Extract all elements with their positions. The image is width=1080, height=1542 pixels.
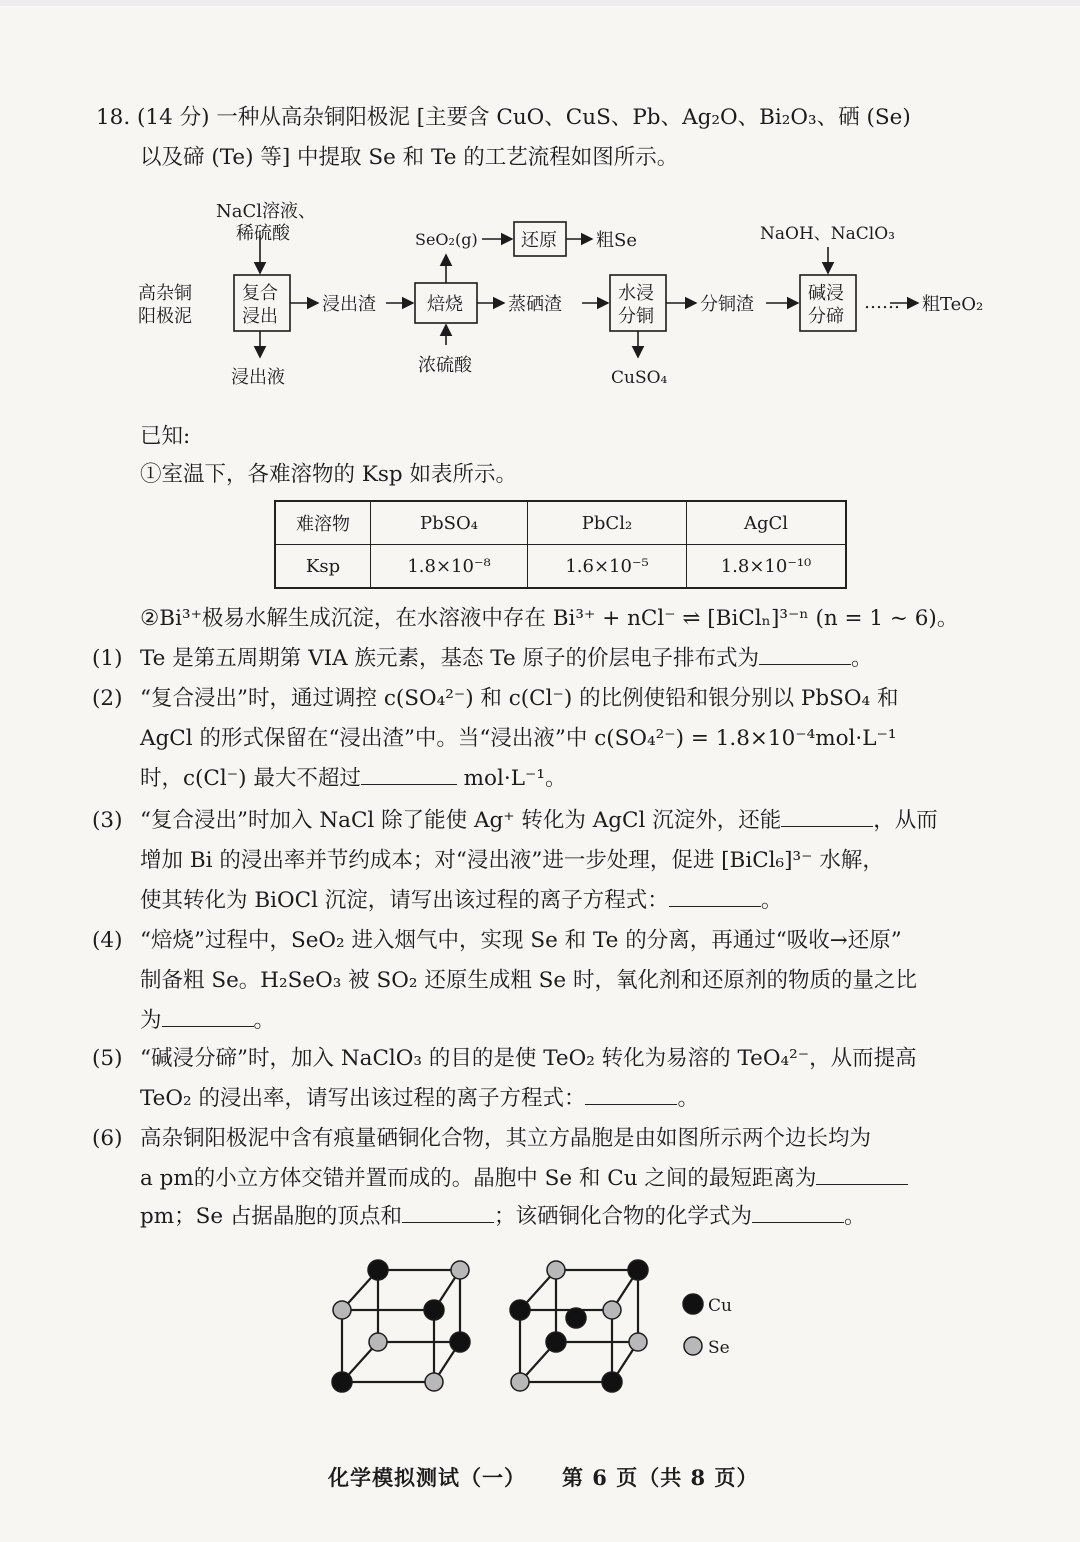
se-atom bbox=[603, 1301, 621, 1319]
ksp-table bbox=[274, 500, 847, 589]
part4-line2: 制备粗 Se。H₂SeO₃ 被 SO₂ 还原生成粗 Se 时，氧化剂和还原剂的物质的量之比 bbox=[140, 968, 917, 993]
known-item1: ①室温下，各难溶物的 Ksp 如表所示。 bbox=[140, 462, 518, 487]
part5-number: (5) bbox=[92, 1046, 123, 1071]
cuso4: CuSO₄ bbox=[611, 368, 668, 388]
residue1: 浸出渣 bbox=[322, 294, 376, 315]
part5-line2: TeO₂ 的浸出率，请写出该过程的离子方程式： 。 bbox=[140, 1086, 699, 1111]
process-flow-diagram bbox=[130, 195, 1000, 400]
table-header-cell: 难溶物 bbox=[275, 501, 371, 545]
table-row bbox=[275, 501, 846, 545]
part4-line3: 为 。 bbox=[140, 1008, 276, 1033]
answer-blank[interactable] bbox=[781, 806, 873, 827]
question-header-cont: 以及碲 (Te) 等] 中提取 Se 和 Te 的工艺流程如图所示。 bbox=[140, 145, 679, 170]
part2-line2: AgCl 的形式保留在“浸出渣”中。当“浸出液”中 c(SO₄²⁻) = 1.8×10⁻⁴mol·L⁻¹ bbox=[140, 726, 897, 751]
legend-cu: Cu bbox=[708, 1296, 732, 1316]
part3-line3: 使其转化为 BiOCl 沉淀，请写出该过程的离子方程式： 。 bbox=[140, 888, 783, 913]
part2-number: (2) bbox=[92, 686, 123, 711]
raw-material-l1: 高杂铜 bbox=[138, 283, 192, 304]
footer-title: 化学模拟测试（一） bbox=[328, 1465, 526, 1490]
part6-line2: a pm的小立方体交错并置而成的。晶胞中 Se 和 Cu 之间的最短距离为 bbox=[140, 1164, 908, 1194]
part5-line1: “碱浸分碲”时，加入 NaClO₃ 的目的是使 TeO₂ 转化为易溶的 TeO₄²⁻，从而提高 bbox=[140, 1046, 917, 1071]
box2-label: 焙烧 bbox=[427, 294, 463, 315]
known-item2: ②Bi³⁺极易水解生成沉淀，在水溶液中存在 Bi³⁺ + nCl⁻ ⇌ [BiClₙ]³⁻ⁿ (n = 1 ~ 6)。 bbox=[140, 606, 959, 631]
reagent1-l2: 稀硫酸 bbox=[236, 223, 290, 244]
se-atom bbox=[511, 1373, 529, 1391]
box3-l1: 水浸 bbox=[618, 283, 654, 304]
answer-blank[interactable] bbox=[752, 1202, 844, 1223]
answer-blank[interactable] bbox=[361, 764, 457, 785]
leach-liquid: 浸出液 bbox=[231, 367, 285, 388]
reagent1-l1: NaCl溶液、 bbox=[216, 201, 317, 222]
se-atom bbox=[425, 1373, 443, 1391]
part6-line3: pm；Se 占据晶胞的顶点和 ；该硒铜化合物的化学式为 。 bbox=[140, 1204, 866, 1229]
legend-cu-icon bbox=[683, 1294, 703, 1314]
product: 粗TeO₂ bbox=[922, 294, 984, 315]
conc-acid: 浓硫酸 bbox=[418, 355, 472, 376]
table-header-cell: PbSO₄ bbox=[371, 501, 528, 545]
table-row-label: Ksp bbox=[275, 545, 371, 589]
answer-blank[interactable] bbox=[402, 1202, 494, 1223]
se-atom bbox=[629, 1333, 647, 1351]
answer-blank[interactable] bbox=[585, 1084, 677, 1105]
answer-blank[interactable] bbox=[759, 644, 851, 665]
legend-se-icon bbox=[684, 1337, 702, 1355]
answer-blank[interactable] bbox=[162, 1006, 254, 1027]
box1-l2: 浸出 bbox=[242, 306, 278, 327]
part4-number: (4) bbox=[92, 928, 123, 953]
gas-seo2: SeO₂(g) bbox=[415, 230, 478, 249]
part3-line1: “复合浸出”时加入 NaCl 除了能使 Ag⁺ 转化为 AgCl 沉淀外，还能 ，从而 bbox=[140, 808, 938, 833]
cu-atom bbox=[424, 1300, 444, 1320]
part1-text: Te 是第五周期第 VIA 族元素，基态 Te 原子的价层电子排布式为 。 bbox=[140, 646, 873, 671]
box4-l1: 碱浸 bbox=[808, 283, 844, 304]
box-reduce-label: 还原 bbox=[521, 230, 557, 251]
residue3: 分铜渣 bbox=[700, 294, 754, 315]
cu-atom bbox=[450, 1332, 470, 1352]
se-atom bbox=[451, 1261, 469, 1279]
known-title: 已知: bbox=[140, 424, 191, 449]
legend-se: Se bbox=[708, 1338, 730, 1358]
answer-blank[interactable] bbox=[816, 1164, 908, 1185]
top-bar bbox=[0, 0, 1080, 6]
footer-page: 第 6 页（共 8 页） bbox=[562, 1465, 759, 1490]
raw-material-l2: 阳极泥 bbox=[138, 306, 192, 327]
part2-line1: “复合浸出”时，通过调控 c(SO₄²⁻) 和 c(Cl⁻) 的比例使铅和银分别以 PbSO₄ 和 bbox=[140, 686, 899, 711]
crystal-cell-figure bbox=[320, 1250, 760, 1400]
table-cell: 1.6×10⁻⁵ bbox=[528, 545, 687, 589]
table-header-cell: PbCl₂ bbox=[528, 501, 687, 545]
reagent2: NaOH、NaClO₃ bbox=[760, 224, 895, 244]
part1-number: (1) bbox=[92, 646, 123, 671]
cu-atom bbox=[546, 1332, 566, 1352]
answer-blank[interactable] bbox=[669, 886, 761, 907]
part4-line1: “焙烧”过程中，SeO₂ 进入烟气中，实现 Se 和 Te 的分离，再通过“吸收→还原” bbox=[140, 928, 902, 953]
part6-number: (6) bbox=[92, 1126, 123, 1151]
part3-line2: 增加 Bi 的浸出率并节约成本；对“浸出液”进一步处理，促进 [BiCl₆]³⁻ 水解， bbox=[140, 848, 884, 873]
se-atom bbox=[547, 1261, 565, 1279]
table-cell: 1.8×10⁻⁸ bbox=[371, 545, 528, 589]
table-cell: 1.8×10⁻¹⁰ bbox=[687, 545, 847, 589]
crude-se: 粗Se bbox=[596, 230, 637, 251]
table-header-cell: AgCl bbox=[687, 501, 847, 545]
question-header: 18. (14 分) 一种从高杂铜阳极泥 [主要含 CuO、CuS、Pb、Ag₂O、Bi₂O₃、硒 (Se) bbox=[96, 105, 911, 130]
cu-atom-center bbox=[566, 1308, 586, 1328]
se-atom bbox=[333, 1301, 351, 1319]
part3-number: (3) bbox=[92, 808, 123, 833]
residue2: 蒸硒渣 bbox=[508, 294, 562, 315]
se-atom bbox=[369, 1333, 387, 1351]
cu-atom bbox=[368, 1260, 388, 1280]
box1-l1: 复合 bbox=[242, 283, 278, 304]
table-row bbox=[275, 545, 846, 589]
cu-atom bbox=[602, 1372, 622, 1392]
box4-l2: 分碲 bbox=[808, 306, 844, 327]
part6-line1: 高杂铜阳极泥中含有痕量硒铜化合物，其立方晶胞是由如图所示两个边长均为 bbox=[140, 1126, 872, 1151]
cu-atom bbox=[628, 1260, 648, 1280]
box3-l2: 分铜 bbox=[618, 306, 654, 327]
cu-atom bbox=[332, 1372, 352, 1392]
dots: …… bbox=[864, 292, 900, 313]
cu-atom bbox=[510, 1300, 530, 1320]
part2-line3: 时，c(Cl⁻) 最大不超过 mol·L⁻¹。 bbox=[140, 766, 567, 791]
